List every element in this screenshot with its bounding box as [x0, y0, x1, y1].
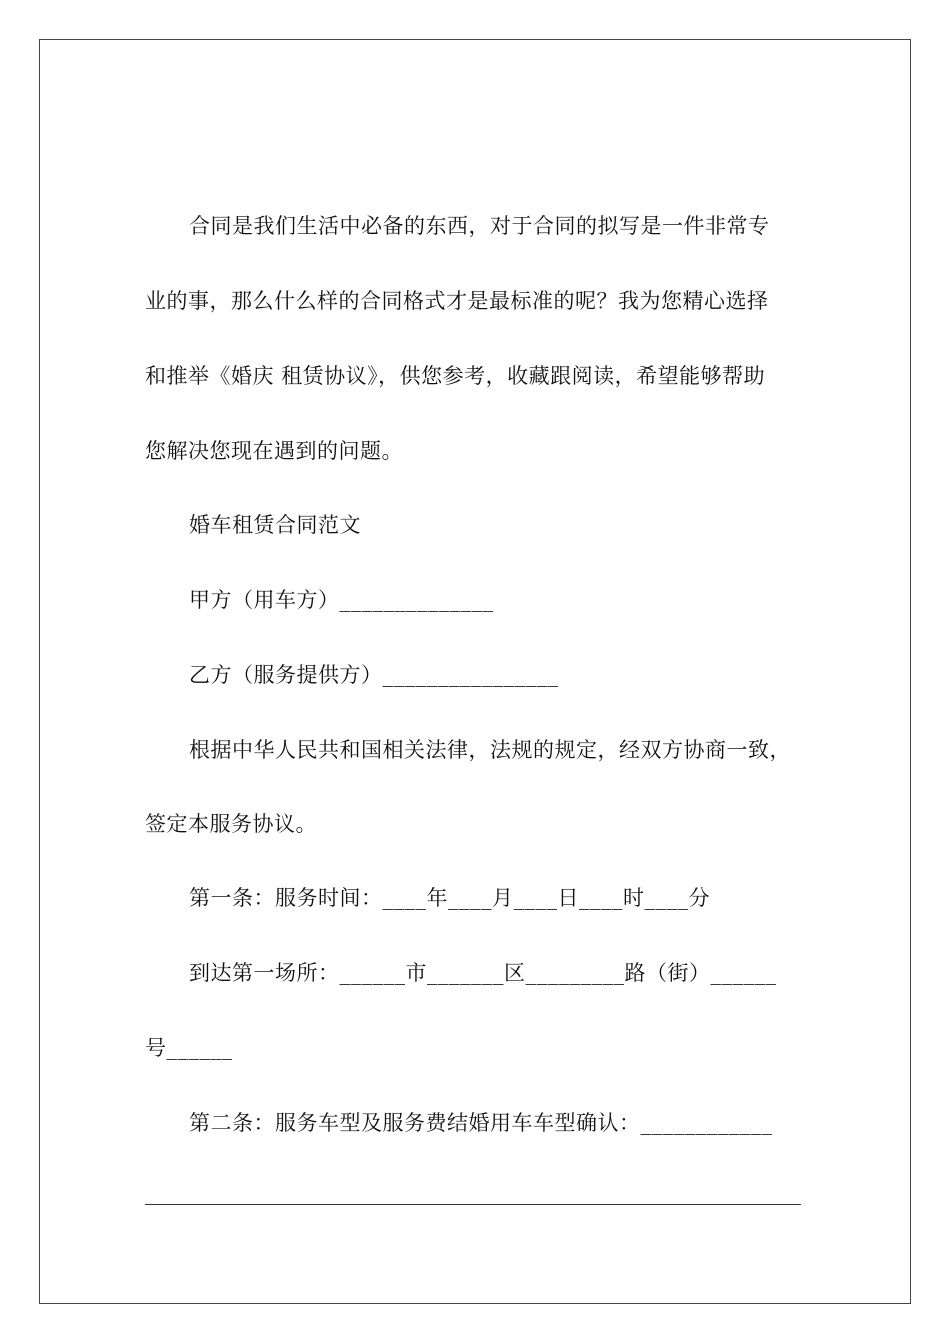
article-1-first-place-line-2: 号______ — [145, 1036, 233, 1060]
party-b-field: 乙方（服务提供方）________________ — [189, 663, 559, 687]
preamble-line-1: 根据中华人民共和国相关法律，法规的规定，经双方协商一致， — [189, 738, 791, 762]
blank-fill-line — [145, 1204, 801, 1205]
article-2-vehicle-type: 第二条：服务车型及服务费结婚用车车型确认：____________ — [189, 1111, 773, 1135]
article-1-first-place-line-1: 到达第一场所：______市_______区_________路（街）______ — [189, 961, 777, 985]
intro-paragraph-line-1: 合同是我们生活中必备的东西，对于合同的拟写是一件非常专 — [189, 214, 770, 238]
party-a-field: 甲方（用车方）______________ — [189, 588, 494, 612]
article-1-service-time: 第一条：服务时间：____年____月____日____时____分 — [189, 886, 710, 910]
intro-paragraph-line-4: 您解决您现在遇到的问题。 — [145, 439, 403, 463]
intro-paragraph-line-3: 和推举《婚庆 租赁协议》，供您参考，收藏跟阅读，希望能够帮助 — [145, 364, 766, 388]
preamble-line-2: 签定本服务协议。 — [145, 812, 317, 836]
intro-paragraph-line-2: 业的事，那么什么样的合同格式才是最标准的呢？我为您精心选择 — [145, 289, 769, 313]
document-title: 婚车租赁合同范文 — [189, 513, 361, 537]
